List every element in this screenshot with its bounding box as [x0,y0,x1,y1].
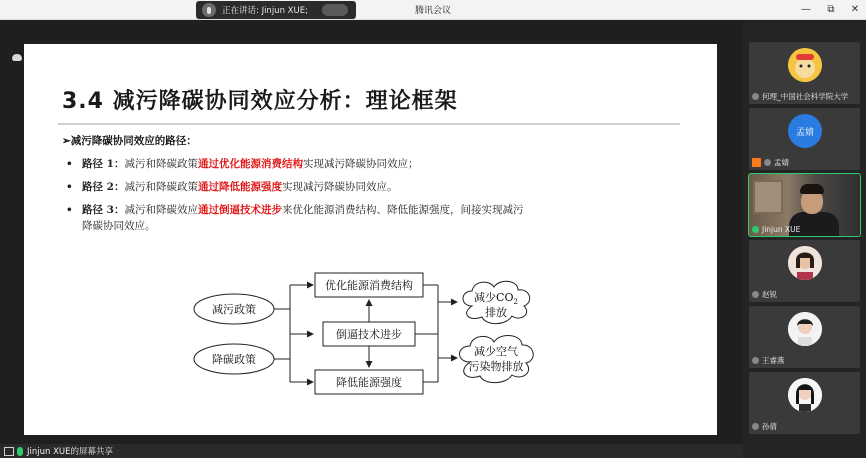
path-text: 减污和降碳政策 [124,158,198,170]
participant-name: Jinjun XUE [762,225,801,234]
mic-icon [17,447,23,456]
participant-tile[interactable] [749,240,860,302]
screen-share-icon [4,447,14,456]
cloud-co2-label-2: 排放 [485,306,507,319]
participant-tile[interactable] [749,306,860,368]
slide-title: 3.4 减污降碳协同效应分析：理论框架 [62,89,458,114]
presentation-slide [24,44,717,435]
person-photo-icon [788,378,822,412]
speaking-label: 正在讲话: Jinjun XUE; [222,6,308,16]
cloud-air-label-1: 减少空气 [474,345,518,358]
avatar [788,246,822,280]
avatar [788,312,822,346]
participant-panel [743,20,866,458]
policy-carbon-label: 降碳政策 [212,353,256,366]
speaker-avatar-icon [202,3,216,17]
path-label: 路径 2： [82,181,125,193]
screen-share-indicator[interactable] [4,445,113,457]
participant-name: 孙倩 [762,422,777,431]
slide-subheading: ➢减污降碳协同效应的路径： [62,135,197,147]
cloud-co2-text: 减少CO [474,291,514,304]
path-highlight: 通过优化能源消费结构 [197,158,303,170]
path-text: 来优化能源消费结构、降低能源强度，间接实现减污 [281,204,524,216]
app-title: 腾讯会议 [414,6,451,16]
title-bar [0,0,866,20]
mic-muted-icon [752,423,759,430]
cloud-co2-label-1 [474,290,518,306]
path-text: 减污和降碳效应 [124,204,198,216]
speaker-avatars [322,4,348,16]
screen-share-label: Jinjun XUE的屏幕共享 [27,447,114,457]
close-button[interactable]: ✕ [850,4,860,15]
path-highlight: 通过降低能源强度 [197,181,282,193]
cloud-co2-subscript: 2 [513,298,518,306]
path-3-continued: 降碳协同效应。 [82,220,156,232]
policy-pollution-label: 减污政策 [212,303,256,316]
path-highlight: 通过倒逼技术进步 [197,204,282,216]
speaking-indicator [196,1,356,19]
box-mid-label: 倒逼技术进步 [336,328,402,341]
bear-avatar-icon [788,48,822,82]
path-text: 实现减污降碳协同效应； [302,158,419,170]
person-photo-icon [788,246,822,280]
box-top-label: 优化能源消费结构 [325,279,413,292]
participant-name: 赵锐 [762,290,777,299]
mic-muted-icon [752,93,759,100]
mic-muted-icon [752,291,759,298]
participant-name: 王睿燕 [762,356,785,365]
participant-tile[interactable] [749,372,860,434]
avatar: 孟婧 [788,114,822,148]
participant-tile-active[interactable] [749,174,860,236]
mic-active-icon [752,226,759,233]
minimize-button[interactable]: — [801,4,811,15]
framework-diagram [24,44,717,435]
mic-muted-icon [752,357,759,364]
share-bottom-bar [0,444,743,458]
avatar [788,378,822,412]
cartoon-avatar-icon [788,48,822,82]
host-icon [752,158,761,167]
participant-tile[interactable] [749,42,860,104]
participant-name: 何理_中国社会科学院大学 [762,92,849,101]
mic-muted-icon [764,159,771,166]
bullet: • [66,158,73,170]
path-label: 路径 3： [82,204,125,216]
path-text: 实现减污降碳协同效应。 [281,181,398,193]
cloud-icon [12,54,22,61]
cloud-air-label-2: 污染物排放 [468,360,524,373]
participant-tile[interactable] [749,108,860,170]
box-bot-label: 降低能源强度 [336,376,402,389]
bullet: • [66,181,73,193]
restore-button[interactable]: ⧉ [827,4,835,15]
person-photo-icon [788,312,822,346]
participant-name: 孟婧 [774,158,789,167]
path-label: 路径 1： [82,158,125,170]
path-text: 减污和降碳政策 [124,181,198,193]
bullet: • [66,204,73,216]
